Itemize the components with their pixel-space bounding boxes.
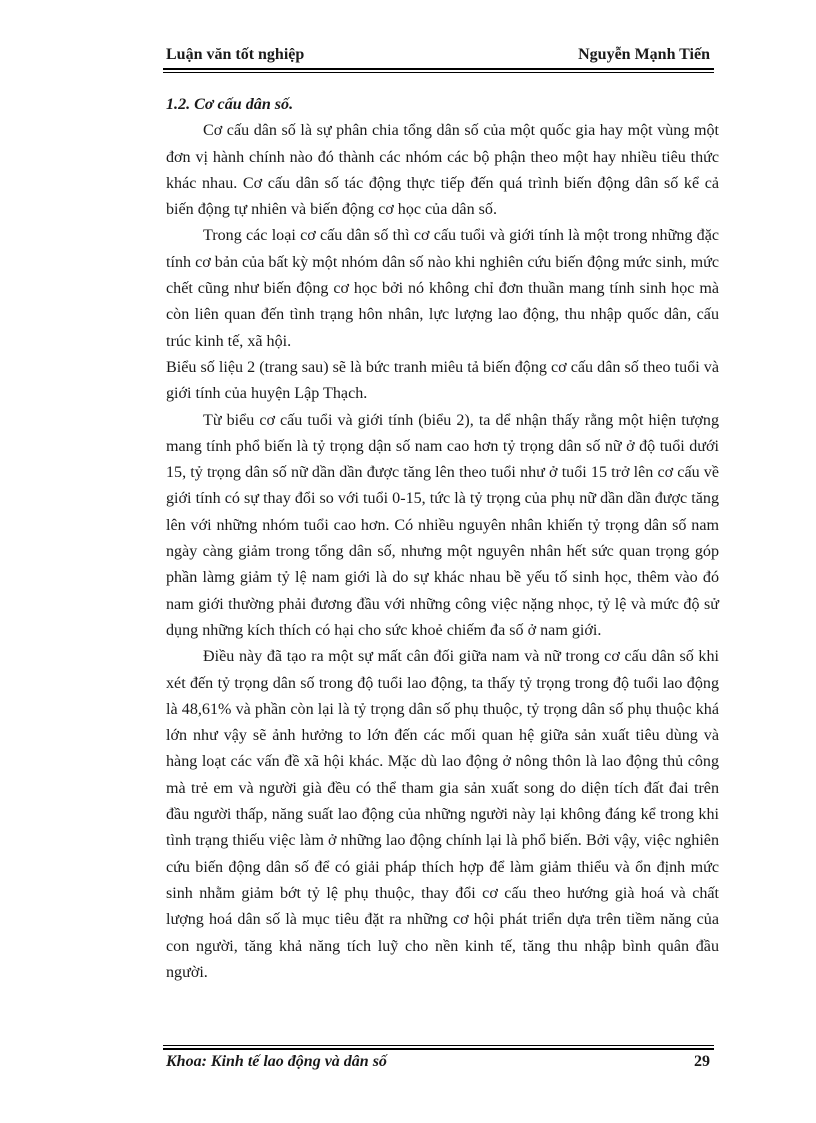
footer-rule-thick bbox=[163, 1048, 714, 1050]
paragraph-1: Cơ cấu dân số là sự phân chia tổng dân số của một quốc gia hay một vùng một đơn vị hành chính nào đó thành các nhóm các bộ phận theo một hay nhiều tiêu thức khác nhau. Cơ cấu dân số tác động thực tiếp đến quá trình biến động dân số kể cả biến động tự nhiên và biến động cơ học của dân số. bbox=[166, 122, 719, 219]
page-number: 29 bbox=[694, 1053, 710, 1070]
header-thesis-title: Luận văn tốt nghiệp bbox=[166, 46, 305, 63]
section-heading: 1.2. Cơ cấu dân số. bbox=[166, 96, 294, 113]
footer-rule-thin bbox=[163, 1045, 714, 1046]
paragraph-3: Biểu số liệu 2 (trang sau) sẽ là bức tranh miêu tả biến động cơ cấu dân số theo tuổi và giới tính của huyện Lập Thạch. bbox=[166, 358, 719, 403]
header-author-name: Nguyễn Mạnh Tiến bbox=[578, 46, 710, 63]
header-rule-thick bbox=[163, 68, 714, 70]
page-footer bbox=[166, 1053, 716, 1075]
footer-faculty: Khoa: Kinh tế lao động và dân số bbox=[166, 1053, 387, 1070]
page-header bbox=[166, 46, 710, 68]
paragraph-5: Điều này đã tạo ra một sự mất cân đối giữa nam và nữ trong cơ cấu dân số khi xét đến tỷ trọng dân số trong độ tuổi lao động, ta thấy tỷ trọng trong độ tuổi lao động là 48,61% và phần còn lại là tỷ trọng dân số phụ thuộc, tỷ trọng dân số phụ thuộc khá lớn như vậy sẽ ảnh hưởng to lớn đến các mối quan hệ giữa sản xuất tiêu dùng và hàng loạt các vấn đề xã hội khác. Mặc dù lao động ở nông thôn là lao động thủ công mà trẻ em và người già đều có thể tham gia sản xuất song do diện tích đất đai trên đầu người thấp, năng suất lao động của những người này lại không đáng kể trong khi tình trạng thiếu việc làm ở những lao động chính lại là phổ biến. Bởi vậy, việc nghiên cứu biến động dân số để có giải pháp thích hợp để làm giảm thiểu và ổn định mức sinh nhằm giảm bớt tỷ lệ phụ thuộc, thay đổi cơ cấu theo hướng già hoá và chất lượng hoá dân số là mục tiêu đặt ra những cơ hội phát triển dựa trên tiềm năng của con người, tăng khả năng tích luỹ cho nền kinh tế, tăng thu nhập bình quân đầu người. bbox=[166, 648, 719, 981]
paragraph-2: Trong các loại cơ cấu dân số thì cơ cấu tuổi và giới tính là một trong những đặc tính cơ bản của bất kỳ một nhóm dân số nào khi nghiên cứu biến động mức sinh, mức chết cũng như biến động cơ học bởi nó không chỉ đơn thuần mang tính sinh học mà còn liên quan đến tình trạng hôn nhân, lực lượng lao động, thu nhập quốc dân, cấu trúc kinh tế, xã hội. bbox=[166, 227, 719, 350]
paragraph-4: Từ biểu cơ cấu tuổi và giới tính (biểu 2), ta dể nhận thấy rằng một hiện tượng mang tính phổ biến là tỷ trọng dận số nam cao hơn tỷ trọng dân số nữ ở độ tuổi dưới 15, tỷ trọng dân số nữ dần dần được tăng lên theo tuổi như ở tuổi 15 trở lên cơ cấu về giới tính có sự thay đổi so với tuổi 0-15, tức là tỷ trọng của phụ nữ dần dần được tăng lên với những nhóm tuổi cao hơn. Có nhiều nguyên nhân khiến tỷ trọng dân số nam ngày càng giảm trong tổng dân số, nhưng một nguyên nhân hết sức quan trọng góp phần làmg giảm tỷ lệ nam giới là do sự khác nhau bề yếu tố sinh học, thêm vào đó nam giới thường phải đương đầu với những công việc nặng nhọc, tỷ lệ và mức độ sử dụng những kích thích có hại cho sức khoẻ chiếm đa số ở nam giới. bbox=[166, 411, 719, 639]
page-body bbox=[166, 92, 719, 986]
header-rule-thin bbox=[163, 72, 714, 73]
